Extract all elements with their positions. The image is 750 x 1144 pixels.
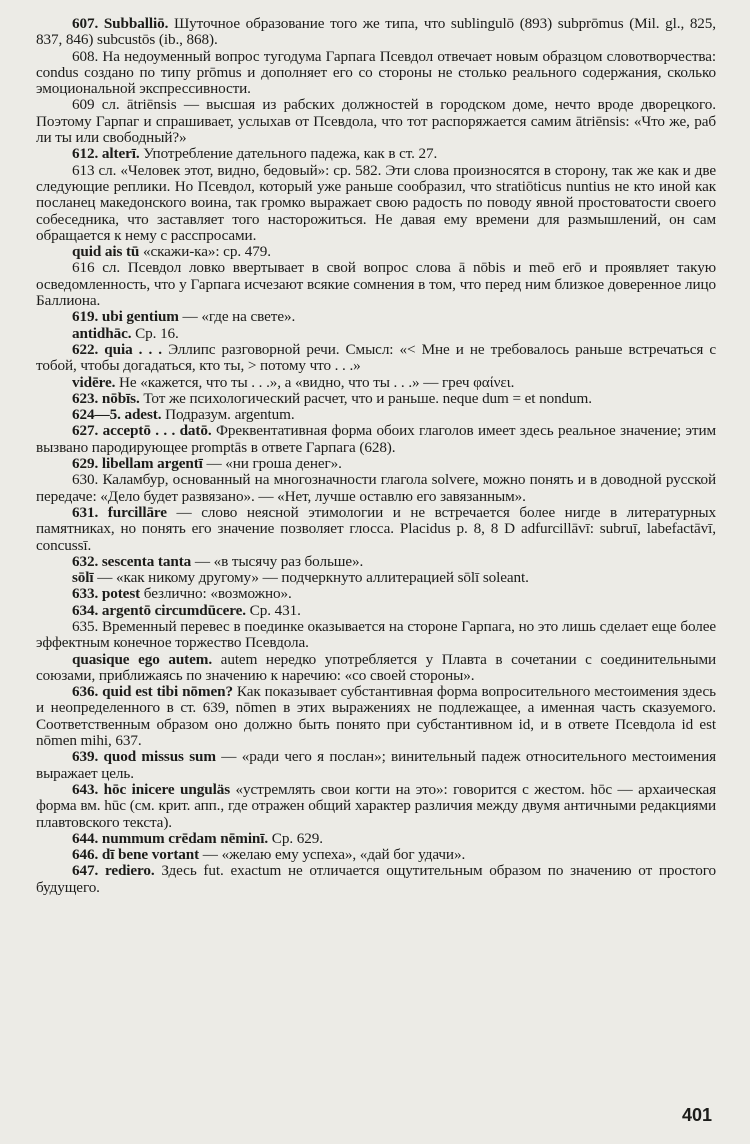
paragraph-text: Подразум. argentum. <box>161 406 295 424</box>
paragraph-text: — «как никому другому» — подчеркнуто аллитерацией sōlī soleant. <box>93 569 529 587</box>
commentary-paragraph <box>36 847 716 863</box>
paragraph-text: — «желаю ему успеха», «дай бог удачи». <box>199 846 466 864</box>
commentary-paragraph <box>36 407 716 423</box>
paragraph-text: 635. Временный перевес в поединке оказывается на стороне Гарпага, но это лишь сделает еще более эффектным конечное торжество Псевдола. <box>36 617 716 652</box>
commentary-paragraph <box>36 831 716 847</box>
commentary-paragraph <box>36 603 716 619</box>
commentary-paragraph <box>36 260 716 309</box>
paragraph-text: — «ни гроша денег». <box>202 455 342 473</box>
lemma-heading: 629. libellam argentī <box>72 455 203 473</box>
lemma-heading: 623. nōbīs. <box>72 389 140 407</box>
lemma-heading: 639. quod missus sum <box>72 748 216 766</box>
commentary-paragraph <box>36 684 716 749</box>
lemma-heading: vidēre. <box>72 373 116 391</box>
paragraph-text: Ср. 431. <box>245 601 301 619</box>
lemma-heading: 647. rediero. <box>72 862 155 880</box>
lemma-heading: 644. nummum crēdam nēminī. <box>72 829 269 847</box>
commentary-paragraph <box>36 146 716 162</box>
lemma-heading: 646. dī bene vortant <box>72 846 200 864</box>
commentary-paragraph <box>36 472 716 505</box>
commentary-paragraph <box>36 309 716 325</box>
lemma-heading: 632. sescenta tanta <box>72 552 192 570</box>
paragraph-text: 608. На недоуменный вопрос тугодума Гарпага Псевдол отвечает новым образцом словотворчества: condus создано по типу prōmus и дополняет его со стороны не столько реального содержания, сколько эмоциональной экспрессивности. <box>36 47 716 98</box>
commentary-paragraph <box>36 554 716 570</box>
lemma-heading: 622. quia . . . <box>72 340 162 358</box>
paragraph-text: Здесь fut. exactum не отличается ощутительным образом по значению от простого будущего. <box>36 862 717 896</box>
paragraph-text: autem нередко употребляется у Плавта в сочетании с соединительными союзами, приближаясь по значению к наречию: «со своей стороны». <box>36 650 717 684</box>
paragraph-text: Не «кажется, что ты . . .», а «видно, что ты . . .» — греч φαίνει. <box>115 373 515 391</box>
lemma-heading: 633. potest <box>72 585 141 603</box>
lemma-heading: antidhāc. <box>72 324 132 342</box>
paragraph-text: — «где на свете». <box>178 308 296 326</box>
commentary-paragraph <box>36 49 716 98</box>
paragraph-text: «скажи-ка»: ср. 479. <box>139 243 271 261</box>
commentary-paragraph <box>36 619 716 652</box>
paragraph-text: Эллипс разговорной речи. Смысл: «< Мне и не требовалось раньше встречаться с тобой, чтобы догадаться, кто ты, > потому что . . .» <box>36 340 716 375</box>
paragraph-text: 616 сл. Псевдол ловко ввертывает в свой вопрос слова ā nōbis и meō erō и проявляет такую осведомленность, что у Гарпага исчезают всякие сомнения в том, что перед ним близкое доверенное лицо Баллиона. <box>36 259 716 310</box>
paragraph-text: Шуточное образование того же типа, что sublingulō (893) subprōmus (Mil. gl., 825, 837, 846) subcustōs (ib., 868). <box>36 15 716 49</box>
commentary-paragraph <box>36 423 716 456</box>
commentary-paragraph <box>36 391 716 407</box>
commentary-paragraph <box>36 163 716 244</box>
lemma-heading: quasique ego autem. <box>72 650 213 668</box>
paragraph-text: Ср. 629. <box>268 829 323 847</box>
lemma-heading: 624—5. adest. <box>72 406 162 424</box>
commentary-paragraph <box>36 652 716 685</box>
paragraph-text: «устремлять свои когти на это»: говорится с жестом. hōc — архаическая форма вм. hūc (см. крит. апп., где отражен общий характер различия между двумя античными редакциями плавтовского текста). <box>36 780 716 831</box>
lemma-heading: 643. hōc inicere unguläs <box>72 780 231 798</box>
paragraph-text: Фреквентативная форма обоих глаголов имеет здесь реальное значение; этим вызвано пародирующее promptās в ответе Гарпага (628). <box>36 422 716 456</box>
paragraph-text: Ср. 16. <box>131 324 179 342</box>
commentary-paragraph <box>36 505 716 554</box>
commentary-paragraph <box>36 244 716 260</box>
lemma-heading: sōlī <box>72 569 94 587</box>
commentary-paragraph <box>36 456 716 472</box>
paragraph-text: — слово неясной этимологии и не встречается более нигде в литературных памятниках, но понять его значение позволяет глосса. Placidus p. 8, 8 D adfurcillāvī: subruī, labefactāvī, concussī. <box>36 503 717 554</box>
paragraph-text: Как показывает субстантивная форма вопросительного местоимения здесь и неопределенного в ст. 639, nōmen в этих выражениях не подлежащее, а именная часть сказуемого. Соответственным образом оно должно быть понято при субстантивном id, и в ответе Псевдола id est nōmen mihi, 637. <box>36 683 716 750</box>
lemma-heading: quid ais tū <box>72 243 140 261</box>
commentary-paragraph <box>36 863 716 896</box>
paragraph-text: 609 сл. ātriēnsis — высшая из рабских должностей в городском доме, нечто вроде дворецкого. Поэтому Гарпаг и спрашивает, услыхав от Псевдола, что тот распоряжается самим ātriēnsis: «Что же, раб ли ты или свободный?» <box>36 96 716 147</box>
lemma-heading: 612. alterī. <box>72 145 140 163</box>
lemma-heading: 636. quid est tibi nōmen? <box>72 683 233 701</box>
paragraph-text: безлично: «возможно». <box>140 585 292 603</box>
commentary-paragraph <box>36 782 716 831</box>
lemma-heading: 631. furcillāre <box>72 503 167 521</box>
lemma-heading: 619. ubi gentium <box>72 308 179 326</box>
commentary-paragraph <box>36 16 716 49</box>
commentary-paragraph <box>36 749 716 782</box>
commentary-paragraph <box>36 342 716 375</box>
paragraph-text: Употребление дательного падежа, как в ст. 27. <box>139 145 438 163</box>
lemma-heading: 634. argentō circumdūcere. <box>72 601 246 619</box>
commentary-paragraph <box>36 375 716 391</box>
paragraph-text: Тот же психологический расчет, что и раньше. neque dum = et nondum. <box>139 389 592 407</box>
paragraph-text: — «в тысячу раз больше». <box>191 552 364 570</box>
commentary-paragraph <box>36 97 716 146</box>
commentary-paragraph <box>36 586 716 602</box>
page-number: 401 <box>681 1105 712 1125</box>
lemma-heading: 607. Subballiō. <box>72 15 169 32</box>
lemma-heading: 627. acceptō . . . datō. <box>72 422 212 440</box>
commentary-text <box>36 16 716 896</box>
paragraph-text: — «ради чего я послан»; винительный падеж относительного местоимения выражает цель. <box>36 748 716 782</box>
paragraph-text: 630. Каламбур, основанный на многозначности глагола solvere, можно понять и в доводной русской передаче: «Дело будет развязано». — «Нет, лучше оставлю его завязанным». <box>36 471 716 505</box>
paragraph-text: 613 сл. «Человек этот, видно, бедовый»: ср. 582. Эти слова произносятся в сторону, так же как и две следующие реплики. Но Псевдол, который уже раньше сообразил, что stratiōticus nuntius не кто иной как посланец македонского воина, так громко выражает свою радость по поводу явной простоватости своего собеседника, что заставляет того насторожиться. Не давая ему времени для размышлений, он сам обращается к нему с расспросами. <box>36 161 716 244</box>
commentary-paragraph <box>36 326 716 342</box>
commentary-paragraph <box>36 570 716 586</box>
